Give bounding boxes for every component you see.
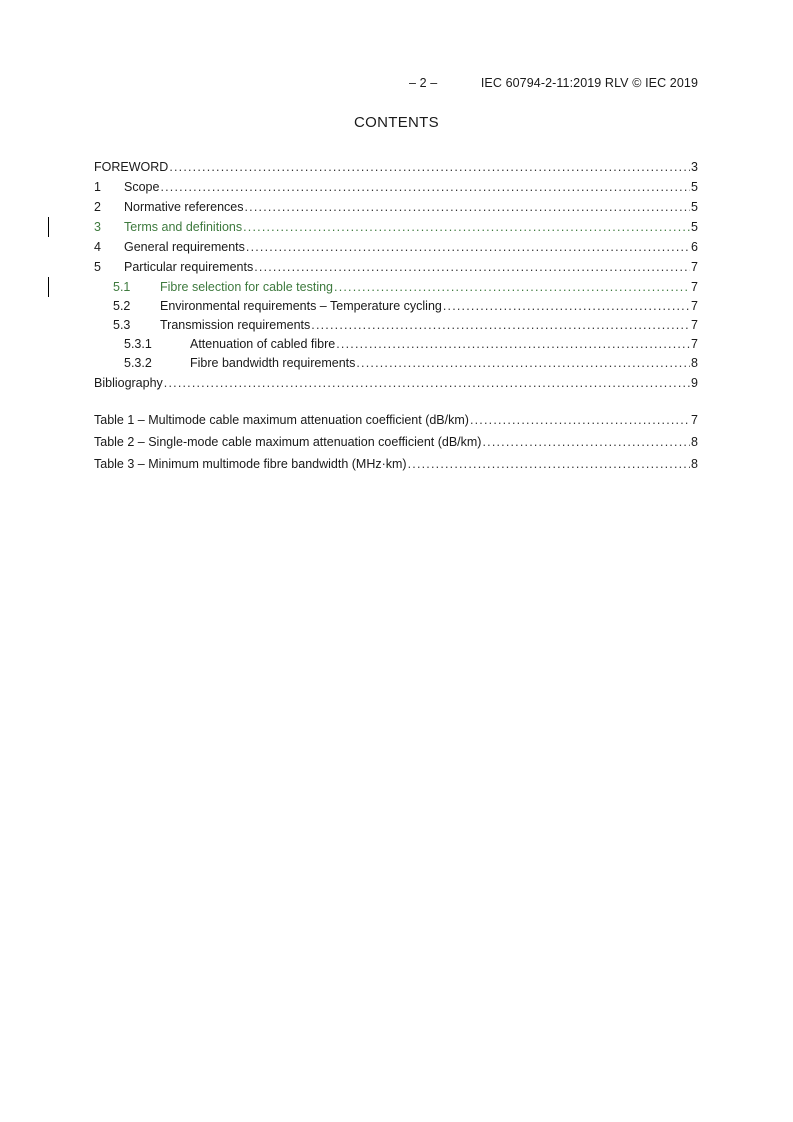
toc-entry-page: 8 [691,435,698,449]
toc-entry-number: 5.3.1 [124,337,152,351]
toc-entry-foreword[interactable] [94,157,698,177]
page-number: – 2 – [408,76,438,90]
toc-entry-page: 8 [691,356,698,370]
toc-entry-page: 9 [691,376,698,390]
dot-leader [356,354,690,373]
dot-leader [336,335,690,354]
toc-entry-scope[interactable] [94,177,698,197]
toc-entry-label: FOREWORD [94,160,169,174]
toc-entry-label: Particular requirements [124,260,254,274]
dot-leader [169,157,690,177]
toc-entry-number: 2 [94,200,101,214]
toc-entry-label: Transmission requirements [160,318,311,332]
dot-leader [243,217,690,237]
toc-entry-general-requirements[interactable] [94,237,698,257]
toc-entry-label: Terms and definitions [124,220,243,234]
toc-entry-page: 7 [691,260,698,274]
toc-entry-number: 5.3.2 [124,356,152,370]
toc-entry-terms-and-definitions[interactable] [94,217,698,237]
toc-entry-environmental-requirements[interactable] [94,297,698,316]
dot-leader [311,316,690,335]
toc-entry-number: 4 [94,240,101,254]
toc-entry-normative-references[interactable] [94,197,698,217]
toc-entry-label: Table 2 – Single-mode cable maximum attenuation coefficient (dB/km) [94,435,482,449]
toc-entry-label: Normative references [124,200,244,214]
toc-entry-transmission-requirements[interactable] [94,316,698,335]
toc-entry-bibliography[interactable] [94,373,698,393]
change-bar [48,277,49,297]
dot-leader [245,197,691,217]
page-header [0,76,698,90]
toc-entry-label: Environmental requirements – Temperature cycling [160,299,442,313]
toc-entry-table-1[interactable] [94,409,698,431]
toc-entry-label: Bibliography [94,376,163,390]
toc-entry-fibre-bandwidth-requirements[interactable] [94,354,698,373]
toc-entry-number: 5.1 [113,280,131,294]
dot-leader [246,237,690,257]
toc-entry-number: 5.3 [113,318,131,332]
toc-entry-table-3[interactable] [94,453,698,475]
toc-entry-label: Table 1 – Multimode cable maximum attenuation coefficient (dB/km) [94,413,469,427]
toc-entry-page: 7 [691,299,698,313]
section-gap [94,393,698,409]
dot-leader [254,257,690,277]
toc-entry-particular-requirements[interactable] [94,257,698,277]
toc-entry-page: 7 [691,413,698,427]
dot-leader [164,373,690,393]
list-of-tables [94,409,698,475]
document-identifier: IEC 60794-2-11:2019 RLV © IEC 2019 [480,76,698,90]
dot-leader [443,297,690,316]
table-of-contents [94,157,698,475]
toc-entry-attenuation-of-cabled-fibre[interactable] [94,335,698,354]
toc-entry-label: Scope [124,180,160,194]
toc-entry-page: 7 [691,280,698,294]
toc-entry-label: Table 3 – Minimum multimode fibre bandwidth (MHz·km) [94,457,407,471]
dot-leader [408,453,690,475]
toc-entry-number: 1 [94,180,101,194]
toc-entry-page: 6 [691,240,698,254]
dot-leader [482,431,690,453]
toc-entry-label: Fibre bandwidth requirements [190,356,356,370]
toc-entry-page: 7 [691,337,698,351]
toc-entry-label: General requirements [124,240,245,254]
dot-leader [160,177,690,197]
toc-entry-page: 5 [691,220,698,234]
toc-entry-number: 5 [94,260,101,274]
dot-leader [334,277,690,297]
toc-entry-number: 5.2 [113,299,131,313]
toc-entry-label: Fibre selection for cable testing [160,280,334,294]
toc-entry-page: 5 [691,200,698,214]
toc-entry-fibre-selection[interactable] [94,277,698,297]
change-bar [48,217,49,237]
toc-entry-page: 8 [691,457,698,471]
toc-entry-number: 3 [94,220,101,234]
toc-entry-page: 7 [691,318,698,332]
dot-leader [470,409,690,431]
toc-entry-label: Attenuation of cabled fibre [190,337,336,351]
toc-entry-table-2[interactable] [94,431,698,453]
toc-entry-page: 3 [691,160,698,174]
toc-entry-page: 5 [691,180,698,194]
contents-title: CONTENTS [354,114,439,131]
